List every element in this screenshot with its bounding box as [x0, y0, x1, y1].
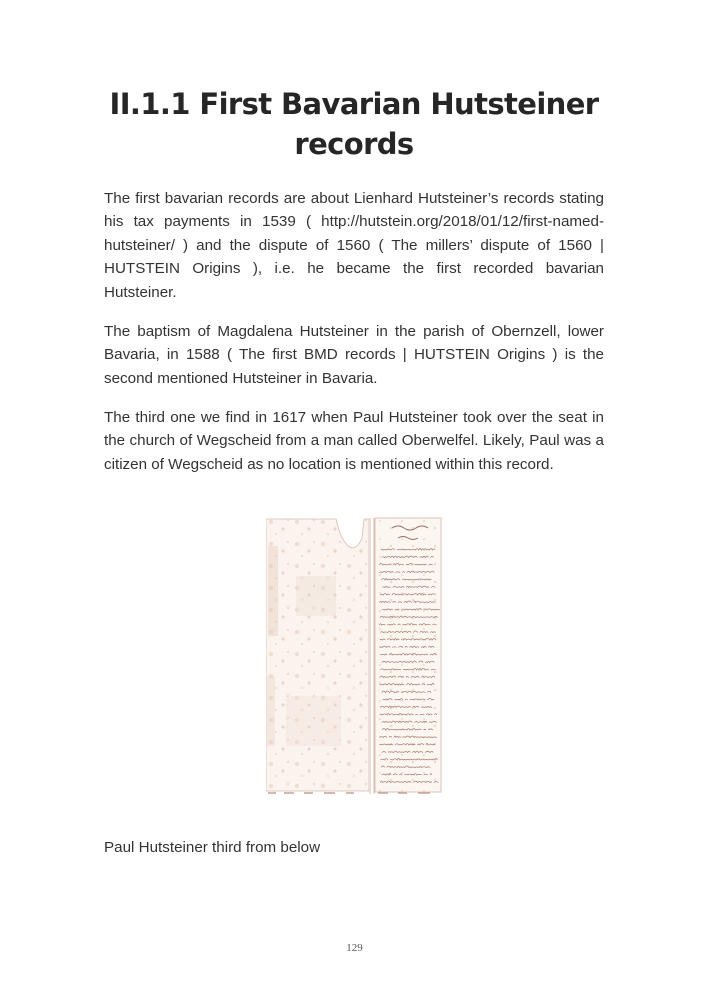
paragraph-third-record: The third one we find in 1617 when Paul Hutsteiner took over the seat in the church of Wegscheid from a man called Oberwelfel. Likely, Paul was a citizen of Wegscheid as no location is mentioned within this record. — [104, 409, 604, 473]
section-heading-line-2: records — [294, 127, 414, 161]
page-number: 129 — [346, 942, 363, 954]
paragraph-first-records: The first bavarian records are about Lienhard Hutsteiner’s records stating his tax payments in 1539 ( http://hutstein.org/2018/01/12/first-named-hutsteiner/ ) and the dispute of 1560 ( The millers’ dispute of 1560 | HUTSTEIN Origins ), i.e. he became the first recorded bavarian Hutsteiner. — [104, 190, 604, 301]
section-heading-line-1: II.1.1 First Bavarian Hutsteiner — [109, 87, 599, 121]
manuscript-scan-image — [266, 516, 442, 794]
figure-caption: Paul Hutsteiner third from below — [104, 839, 321, 856]
section-heading — [104, 84, 604, 164]
paragraph-baptism: The baptism of Magdalena Hutsteiner in the parish of Obernzell, lower Bavaria, in 1588 ( The first BMD records | HUTSTEIN Origins ) is the second mentioned Hutsteiner in Bavaria. — [104, 323, 604, 387]
